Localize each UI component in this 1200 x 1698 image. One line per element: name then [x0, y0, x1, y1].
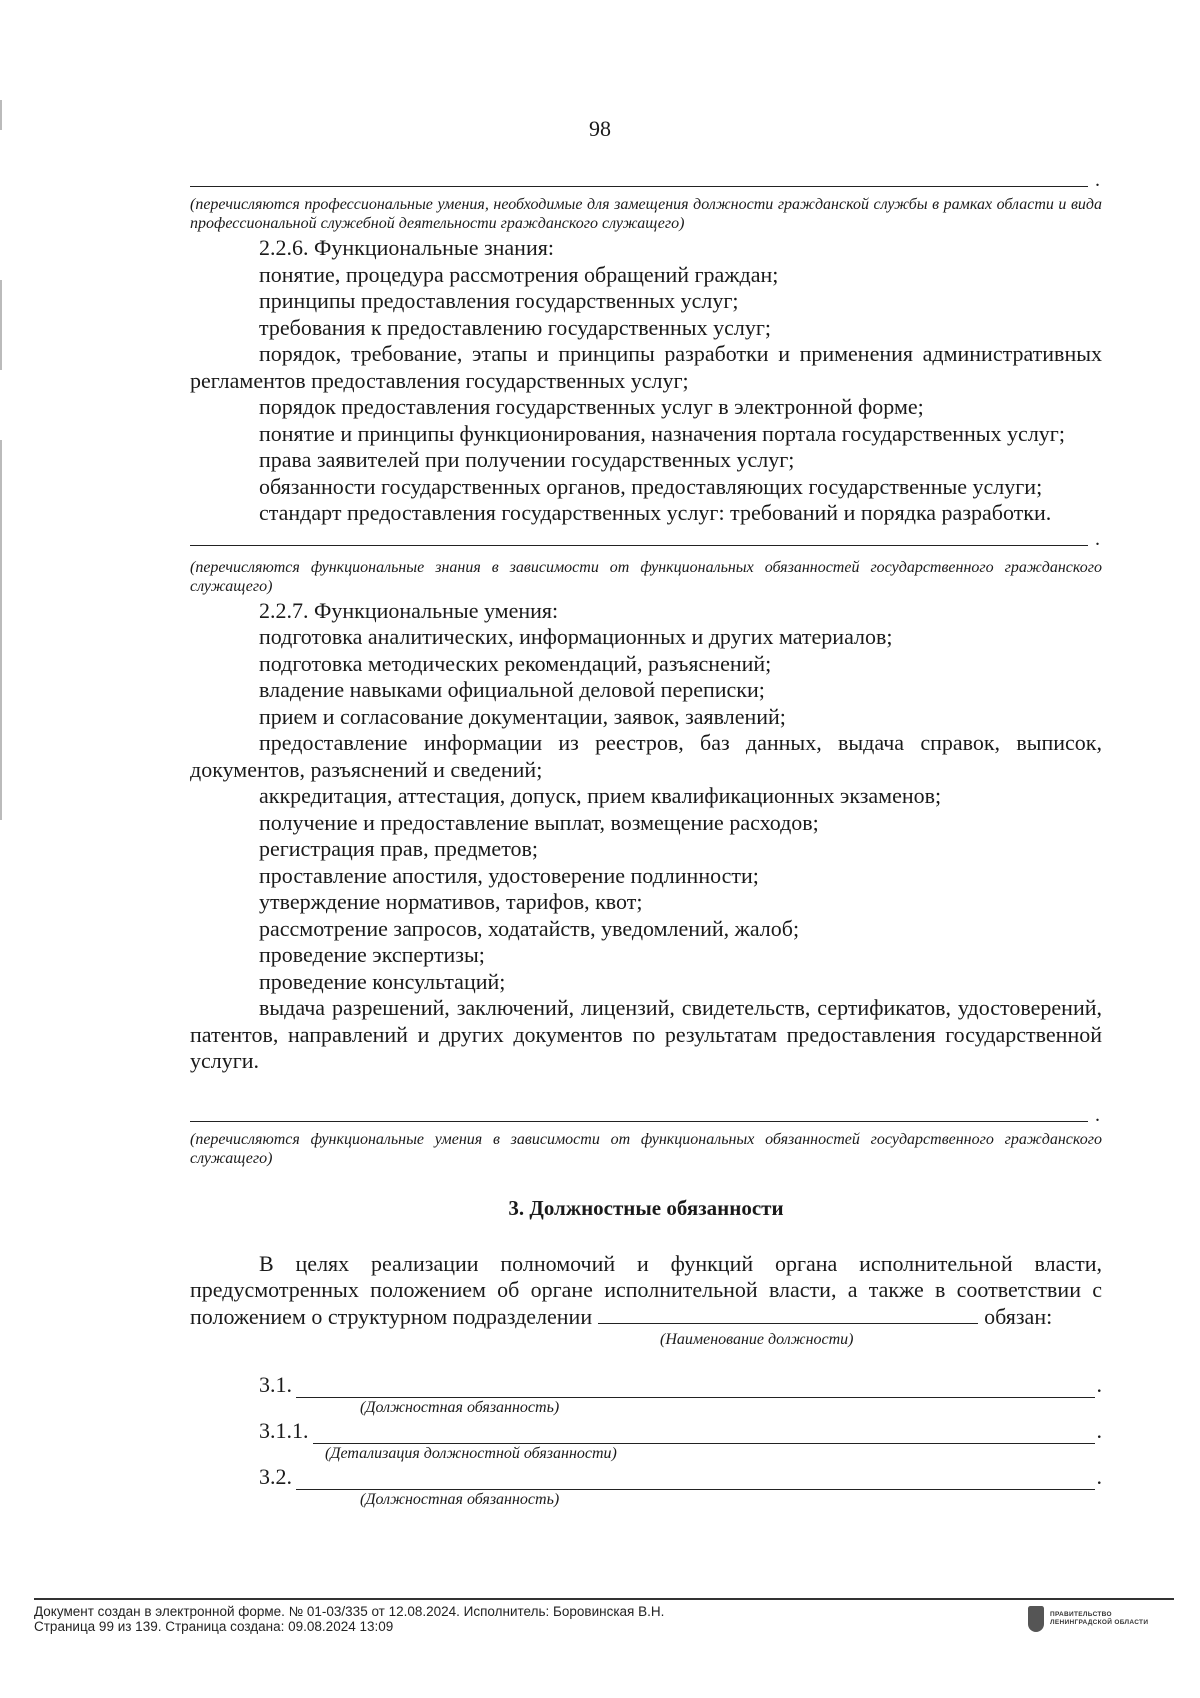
duty-line: 3.1. .	[259, 1372, 1102, 1397]
org-logo	[1028, 1604, 1168, 1634]
paragraph-text: В целях реализации полномочий и функций органа исполнительной власти, предусмотренных положением об органе исполнительной власти, а также в соответствии с положением о структурном подразделении	[190, 1250, 1102, 1329]
list-item: понятие и принципы функционирования, назначения портала государственных услуг;	[259, 420, 1065, 446]
list-item: получение и предоставление выплат, возмещение расходов;	[259, 809, 819, 835]
footer-line-2: Страница 99 из 139. Страница создана: 09.08.2024 13:09	[34, 1619, 394, 1634]
list-item: проведение консультаций;	[259, 968, 506, 994]
section-227-note: (перечисляются функциональные умения в зависимости от функциональных обязанностей государственного гражданского служащего)	[190, 1130, 1102, 1167]
duty-caption: (Должностная обязанность)	[360, 1491, 560, 1508]
list-item: выдача разрешений, заключений, лицензий, свидетельств, сертификатов, удостоверений, патентов, направлений и других документов по результатам предоставления государственной услуги.	[190, 995, 1102, 1073]
list-item: аккредитация, аттестация, допуск, прием квалификационных экзаменов;	[259, 783, 942, 808]
list-item: подготовка методических рекомендаций, разъяснений;	[259, 650, 772, 676]
duty-label: 3.1.	[259, 1372, 292, 1397]
list-item: проставление апостиля, удостоверение подлинности;	[259, 862, 759, 888]
document-footer	[34, 1598, 1174, 1634]
intro-note: (перечисляются профессиональные умения, необходимые для замещения должности гражданской службы в рамках области и вида профессиональной служебной деятельности гражданского служащего)	[190, 196, 1102, 232]
section-227-heading: 2.2.7. Функциональные умения:	[259, 597, 559, 623]
list-item: понятие, процедура рассмотрения обращений граждан;	[259, 261, 779, 287]
document-body	[190, 170, 1102, 1510]
list-item: стандарт предоставления государственных услуг: требований и порядка разработки.	[259, 500, 1052, 525]
list-item: обязанности государственных органов, предоставляющих государственные услуги;	[259, 473, 1043, 499]
duty-label: 3.2.	[259, 1464, 292, 1489]
list-item: требования к предоставлению государственных услуг;	[259, 314, 771, 340]
list-item: регистрация прав, предметов;	[259, 836, 539, 861]
list-item: права заявителей при получении государственных услуг;	[259, 447, 795, 472]
blank-line: .	[190, 1105, 1088, 1122]
section-226-note: (перечисляются функциональные знания в зависимости от функциональных обязанностей государственного гражданского служащего)	[190, 558, 1102, 595]
duty-caption: (Детализация должностной обязанности)	[325, 1445, 617, 1462]
footer-line-1: Документ создан в электронной форме. № 01-03/335 от 12.08.2024. Исполнитель: Боровинская В.Н.	[34, 1604, 665, 1619]
blank-line: .	[190, 529, 1088, 546]
list-item: прием и согласование документации, заявок, заявлений;	[259, 703, 786, 729]
list-item: утверждение нормативов, тарифов, квот;	[259, 889, 643, 914]
list-item: предоставление информации из реестров, баз данных, выдача справок, выписок, документов, разъяснений и сведений;	[190, 730, 1102, 782]
list-item: владение навыками официальной деловой переписки;	[259, 677, 765, 702]
list-item: проведение экспертизы;	[259, 942, 485, 967]
section-3-heading: 3. Должностные обязанности	[508, 1195, 784, 1220]
list-item: принципы предоставления государственных услуг;	[259, 288, 739, 313]
section-3-paragraph	[190, 1251, 1102, 1331]
duty-line: 3.2. .	[259, 1464, 1102, 1489]
org-logo-text: ПРАВИТЕЛЬСТВО ЛЕНИНГРАДСКОЙ ОБЛАСТИ	[1050, 1611, 1149, 1626]
coat-of-arms-icon	[1028, 1606, 1044, 1632]
list-item: рассмотрение запросов, ходатайств, уведомлений, жалоб;	[259, 915, 800, 941]
blank-line: .	[190, 170, 1088, 187]
duty-line: 3.1.1. .	[259, 1418, 1102, 1443]
duty-caption: (Должностная обязанность)	[360, 1399, 560, 1416]
section-226-heading: 2.2.6. Функциональные знания:	[259, 235, 554, 260]
list-item: подготовка аналитических, информационных и других материалов;	[259, 624, 893, 649]
list-item: порядок предоставления государственных услуг в электронной форме;	[259, 394, 924, 419]
position-blank	[598, 1305, 978, 1324]
duty-label: 3.1.1.	[259, 1418, 309, 1443]
paragraph-end: обязан:	[984, 1303, 1053, 1329]
scan-margin-mark	[0, 280, 2, 370]
list-item: порядок, требование, этапы и принципы разработки и применения административных регламентов предоставления государственных услуг;	[190, 341, 1102, 393]
position-caption: (Наименование должности)	[660, 1331, 854, 1348]
page-number: 98	[589, 116, 611, 141]
scan-margin-mark	[0, 440, 2, 820]
